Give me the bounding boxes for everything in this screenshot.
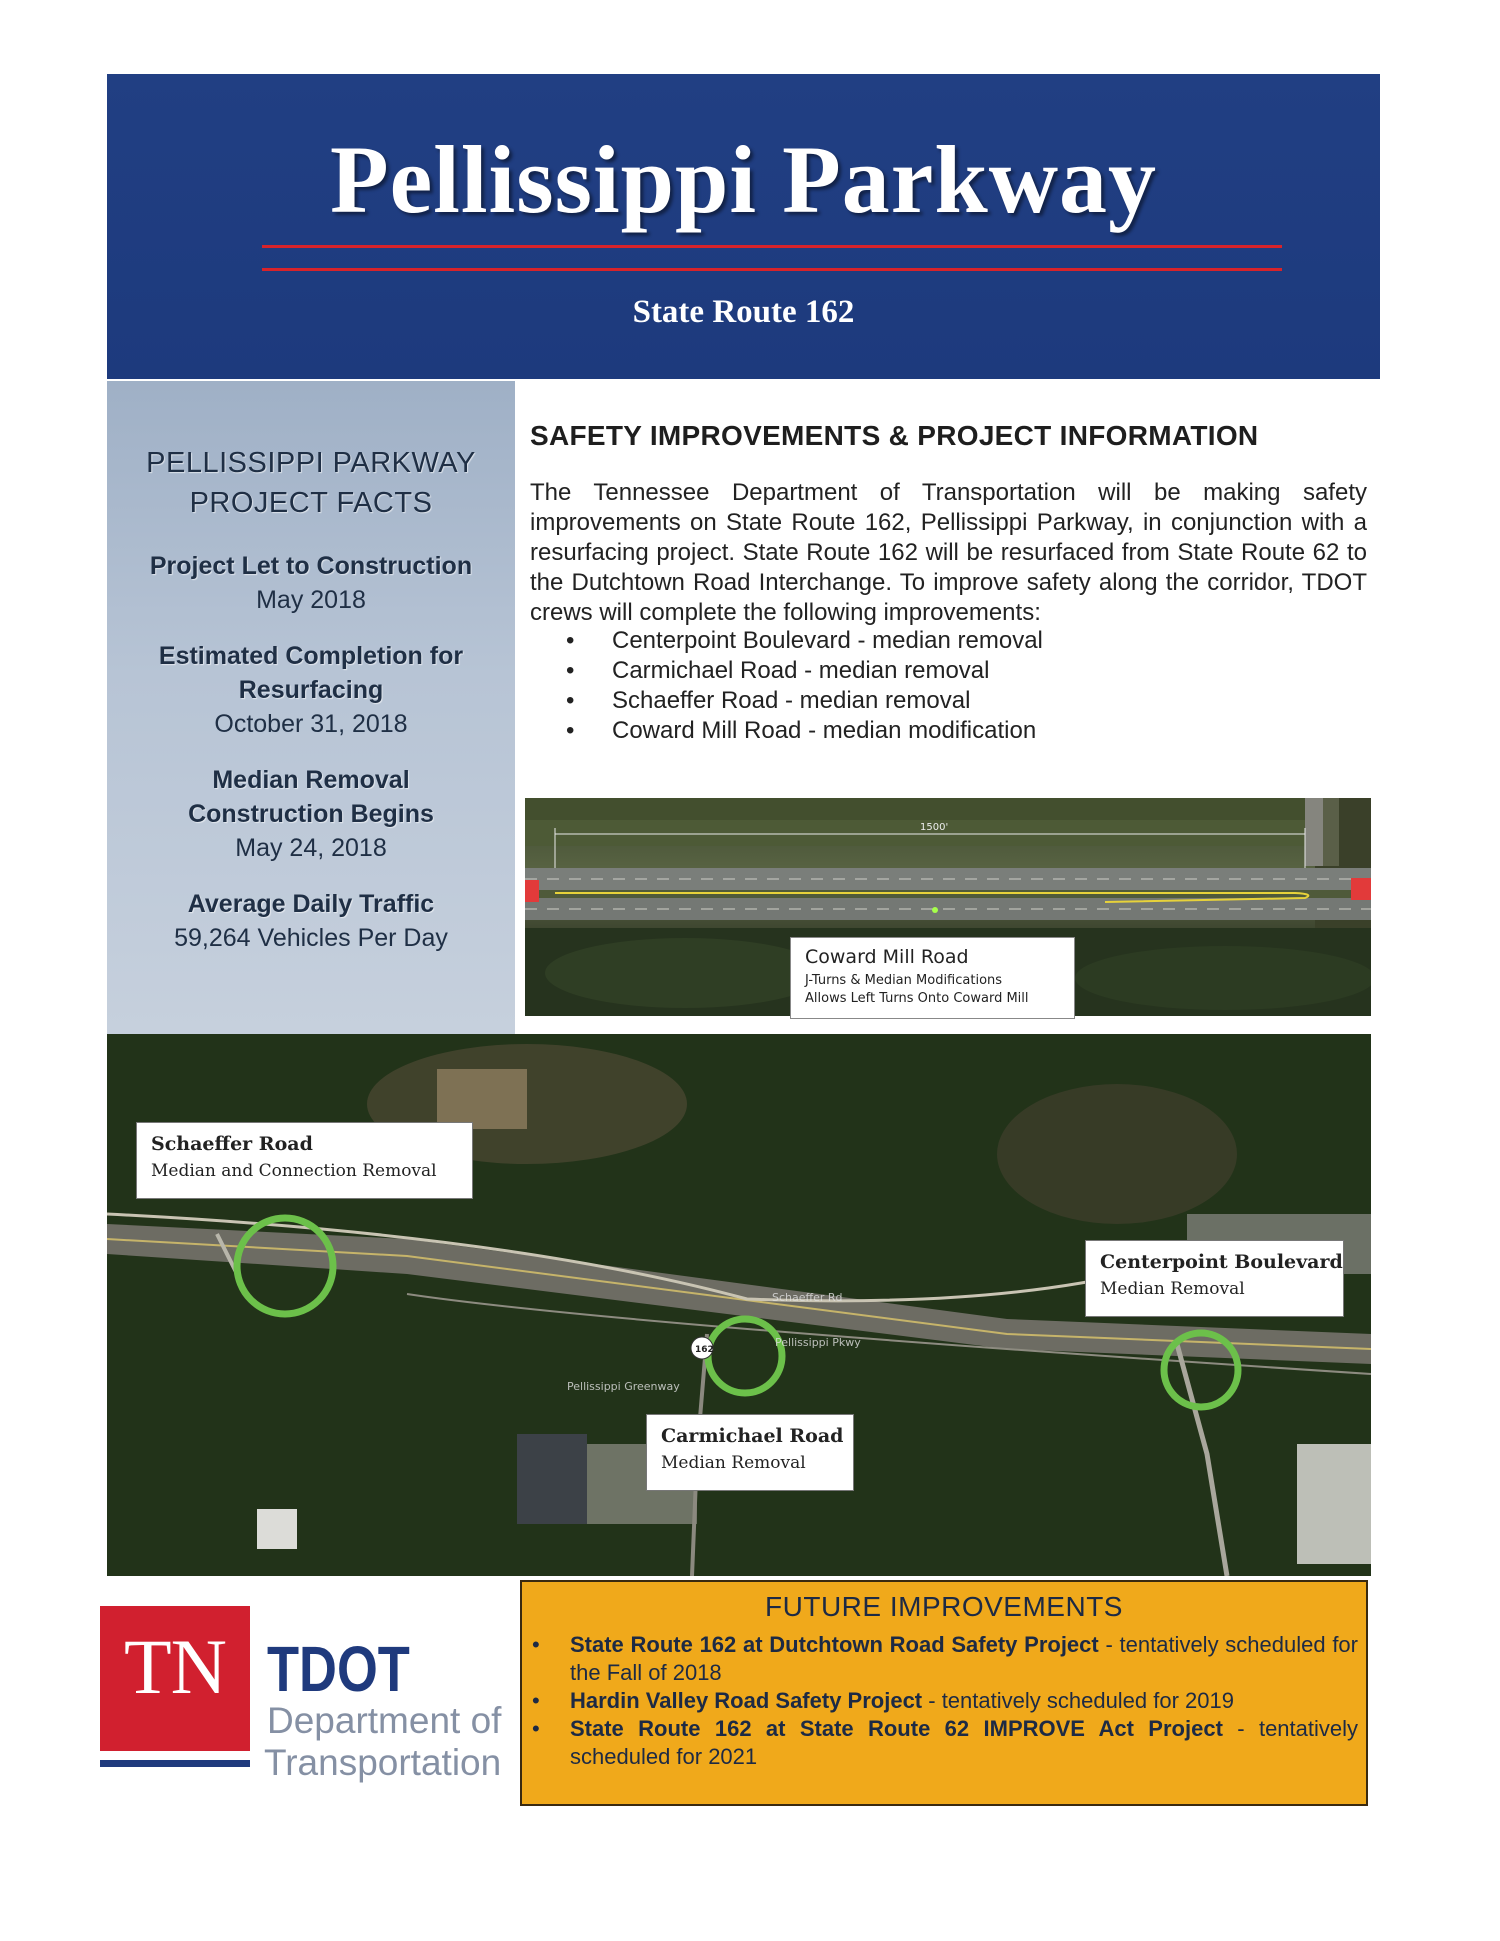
title-rule-top [262, 245, 1282, 248]
tdot-wordmark: TDOT [267, 1633, 410, 1705]
header-banner [107, 74, 1380, 379]
tn-logo-text: TN [124, 1623, 226, 1710]
list-item [522, 1631, 1358, 1687]
list-item: • Carmichael Road - median removal [560, 656, 1360, 686]
list-item: • Schaeffer Road - median removal [560, 686, 1360, 716]
callout-title: Centerpoint Boulevard [1100, 1251, 1343, 1273]
callout-desc: Median Removal [1100, 1279, 1245, 1299]
fact-value: May 24, 2018 [235, 834, 387, 862]
fact-median-removal [107, 763, 515, 865]
treeline-top [525, 798, 1371, 820]
fact-label: Estimated Completion for [158, 642, 464, 670]
callout-schaeffer-road [136, 1122, 473, 1199]
list-item: • Coward Mill Road - median modification [560, 716, 1360, 746]
item-detail: - tentatively scheduled for 2021 [570, 1716, 1359, 1769]
fact-label: Median Removal [212, 766, 410, 794]
item-detail: - tentatively scheduled for the Fall of 2018 [570, 1632, 1358, 1685]
fact-label: Resurfacing [238, 676, 384, 704]
route-shield-label: 162 [695, 1345, 714, 1355]
item-detail: - tentatively scheduled for 2019 [922, 1688, 1234, 1713]
measure-label: 1500' [920, 822, 949, 833]
logo-transportation: Transportation [264, 1742, 502, 1783]
road-label-parkway: Pellissippi Pkwy [775, 1336, 861, 1349]
item-title: Hardin Valley Road Safety Project [570, 1688, 923, 1713]
building-roof [257, 1509, 297, 1549]
fact-value: 59,264 Vehicles Per Day [174, 924, 448, 952]
callout-title: Coward Mill Road [805, 946, 969, 968]
project-facts-panel [107, 381, 515, 1034]
facts-title-line2: PROJECT FACTS [189, 487, 433, 519]
facts-title [107, 443, 515, 523]
removal-marker-left [525, 880, 539, 902]
page-subtitle: State Route 162 [632, 294, 855, 330]
callout-title: Schaeffer Road [151, 1133, 313, 1155]
tree-cluster [1075, 946, 1371, 1010]
safety-paragraph: The Tennessee Department of Transportation will be making safety improvements on State Route 162, Pellissippi Parkway, in conjunction with a resurfacing project. State Route 162 will be resurfaced from State Route 62 to the Dutchtown Road Interchange. To improve safety along the corridor, TDOT crews will complete the following improvements: [530, 479, 1367, 626]
fact-average-daily-traffic [107, 887, 515, 955]
title-rule-bottom [262, 268, 1282, 271]
callout-title: Carmichael Road [661, 1425, 844, 1447]
fact-value: October 31, 2018 [214, 710, 408, 738]
future-title: FUTURE IMPROVEMENTS [765, 1591, 1123, 1622]
tree-cluster [545, 938, 825, 1008]
warehouse-roof [1297, 1444, 1371, 1564]
callout-carmichael-road [646, 1414, 854, 1491]
fact-estimated-completion [107, 639, 515, 741]
location-dot [932, 907, 938, 913]
callout-coward-mill-road [790, 937, 1075, 1019]
removal-marker-right [1351, 878, 1371, 900]
safety-heading: SAFETY IMPROVEMENTS & PROJECT INFORMATION [530, 420, 1259, 451]
road-label-schaeffer: Schaeffer Rd [772, 1291, 843, 1304]
safety-improvements-list [560, 626, 1360, 746]
page-title: Pellissippi Parkway [329, 126, 1158, 233]
building-roof [517, 1434, 587, 1524]
fact-label: Project Let to Construction [149, 552, 473, 580]
road-sign [1323, 798, 1339, 866]
fact-label: Average Daily Traffic [187, 890, 435, 918]
development-area [997, 1084, 1237, 1224]
callout-desc: Median Removal [661, 1453, 806, 1473]
future-improvements-box [520, 1580, 1368, 1806]
list-item: • Centerpoint Boulevard - median removal [560, 626, 1360, 656]
road-label-greenway: Pellissippi Greenway [567, 1380, 680, 1393]
logo-underbar [100, 1760, 250, 1767]
list-item [522, 1687, 1358, 1715]
fact-label: Construction Begins [188, 800, 434, 828]
future-improvements-list [522, 1631, 1366, 1771]
list-item [522, 1715, 1358, 1771]
construction-site [437, 1069, 527, 1129]
callout-desc: Allows Left Turns Onto Coward Mill [805, 991, 1029, 1006]
callout-desc: Median and Connection Removal [151, 1161, 437, 1181]
fact-value: May 2018 [256, 586, 366, 614]
fact-let-to-construction [107, 549, 515, 617]
item-title: State Route 162 at State Route 62 IMPROVE Act Project [570, 1716, 1223, 1741]
facts-title-line1: PELLISSIPPI PARKWAY [146, 447, 476, 479]
callout-desc: J-Turns & Median Modifications [805, 973, 1003, 988]
item-title: State Route 162 at Dutchtown Road Safety Project [570, 1632, 1099, 1657]
logo-department-of: Department of [267, 1700, 502, 1741]
callout-centerpoint-boulevard [1085, 1240, 1344, 1317]
